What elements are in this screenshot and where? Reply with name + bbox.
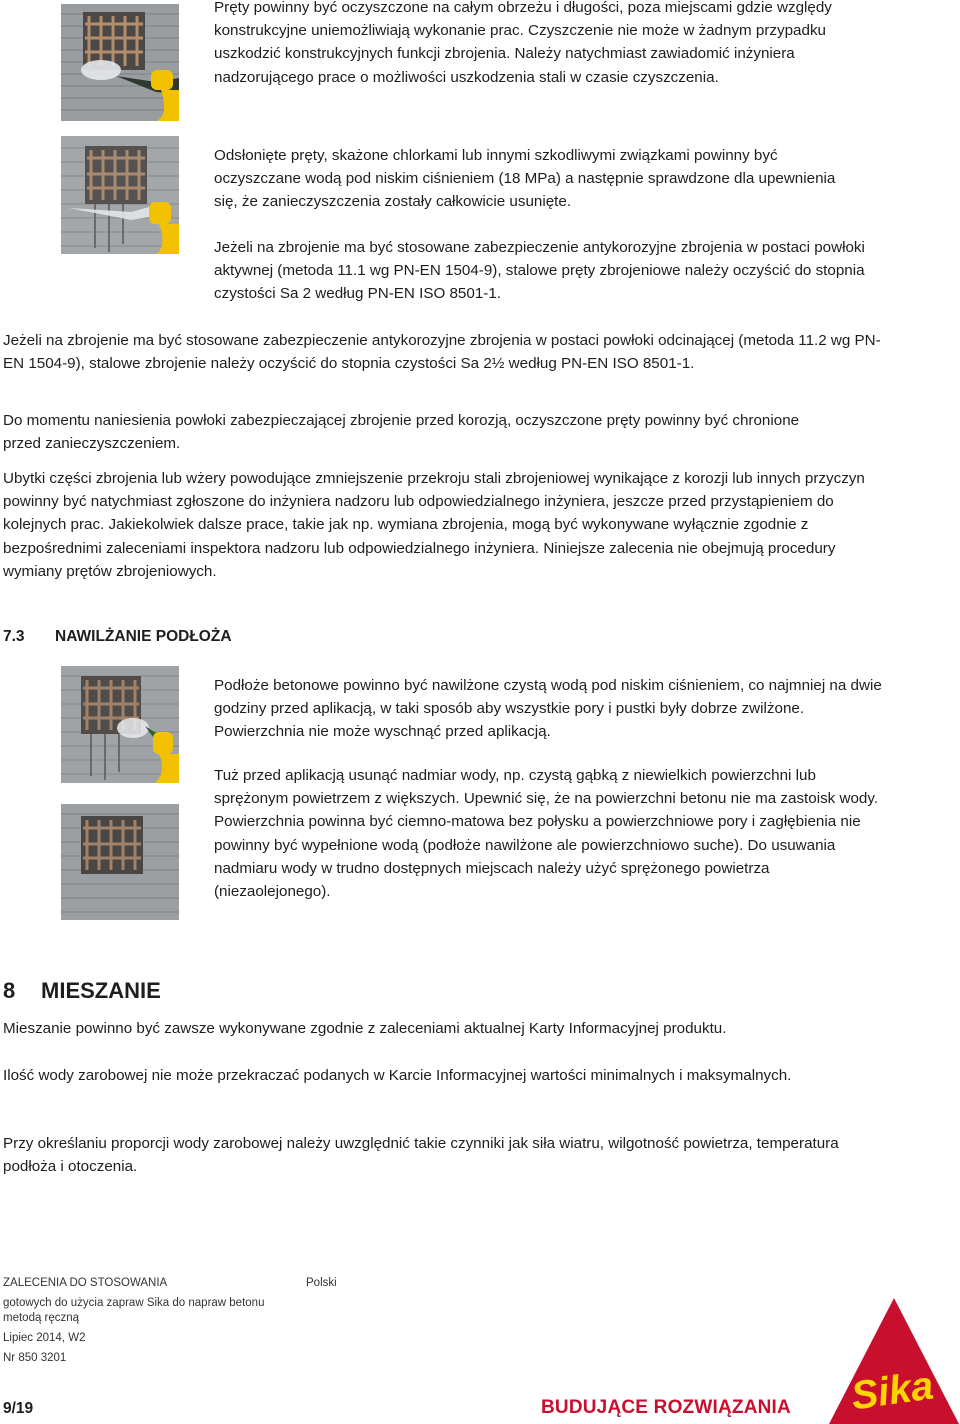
section-title: NAWILŻANIE PODŁOŻA	[55, 628, 232, 645]
paragraph-sa25-cleaning: Jeżeli na zbrojenie ma być stosowane zabezpieczenie antykorozyjne zbrojenia w postaci powłoki odcinającej (metoda 11.2 wg PN-EN 1504-9), stalowe zbrojenie należy oczyścić do stopnia czystości Sa 2½ według PN-EN ISO 8501-1.	[3, 332, 881, 373]
section-heading-8	[3, 978, 161, 1004]
section-title: MIESZANIE	[41, 978, 161, 1003]
paragraph-protection: Do momentu naniesienia powłoki zabezpieczającej zbrojenie przed korozją, oczyszczone pręty powinny być chronione przed zanieczyszczeniem.	[3, 412, 800, 453]
section-heading-7-3	[3, 628, 232, 646]
paragraph-mixing: Mieszanie powinno być zawsze wykonywane zgodnie z zaleceniami aktualnej Karty Informacyjnej produktu.	[3, 1020, 727, 1037]
section-number: 7.3	[3, 628, 25, 645]
section-number: 8	[3, 978, 16, 1003]
paragraph-sa2-cleaning: Jeżeli na zbrojenie ma być stosowane zabezpieczenie antykorozyjne zbrojenia w postaci powłoki aktywnej (metoda 11.1 wg PN-EN 1504-9), stalowe pręty zbrojeniowe należy oczyścić do stopnia czystości Sa 2 według PN-EN ISO 8501-1.	[214, 239, 865, 303]
footer-number: Nr 850 3201	[3, 1352, 67, 1364]
rebar-cleaning-illustration	[61, 4, 179, 121]
rebar-cleaning-photo	[61, 4, 179, 121]
water-blasting-illustration	[61, 136, 179, 254]
rebar-water-blasting-photo	[61, 136, 179, 254]
paragraph-cleaning-bars: Pręty powinny być oczyszczone na całym obrzeżu i długości, poza miejscami gdzie względy konstrukcyjne uniemożliwiają wykonanie prac. Czyszczenie nie może w żadnym przypadku uszkodzić konstrukcyjnych funkcji zbrojenia. Należy natychmiast zawiadomić inżyniera nadzorującego prace o możliwości uszkodzenia stali w czasie czyszczenia.	[214, 0, 832, 86]
paragraph-water-cleaning: Odsłonięte pręty, skażone chlorkami lub innymi szkodliwymi związkami powinny być oczyszczane wodą pod niskim ciśnieniem (18 MPa) a następnie sprawdzone dla upewnienia się, że zanieczyszczenia zostały całkowicie usunięte.	[214, 147, 836, 211]
footer-language: Polski	[306, 1277, 337, 1289]
page-number: 9/19	[3, 1400, 34, 1417]
substrate-wetting-photo	[61, 666, 179, 783]
footer-doc-title: ZALECENIA DO STOSOWANIA	[3, 1277, 168, 1289]
substrate-wetting-illustration	[61, 666, 179, 783]
footer-date: Lipiec 2014, W2	[3, 1332, 86, 1344]
sika-logo	[829, 1296, 959, 1424]
paragraph-losses: Ubytki części zbrojenia lub wżery powodujące zmniejszenie przekroju stali zbrojeniowej wynikające z korozji lub innych przyczyn powinny być natychmiast zgłoszone do inżyniera nadzoru lub odpowiedzialnego inżyniera, jeszcze przed przystąpieniem do kolejnych prac. Jakiekolwiek dalsze prace, takie jak np. wymiana zbrojenia, mogą być wykonywane wyłącznie zgodnie z bezpośrednimi zaleceniami inspektora nadzoru lub odpowiedzialnego inżyniera. Niniejsze zalecenia nie obejmują procedury wymiany prętów zbrojeniowych.	[3, 470, 865, 580]
substrate-prepared-illustration	[61, 804, 179, 920]
substrate-prepared-photo	[61, 804, 179, 920]
paragraph-remove-water: Tuż przed aplikacją usunąć nadmiar wody, np. czystą gąbką z niewielkich powierzchni lub sprężonym powietrzem z większych. Upewnić się, że na powierzchni betonu nie ma zastoisk wody. Powierzchnia powinna być ciemno-matowa bez połysku a powierzchniowe pory i zagłębienia nie powinny być wypełnione wodą (podłoże nawilżone ale powierzchniowo suche). Do usuwania nadmiaru wody w trudno dostępnych miejscach należy użyć sprężonego powietrza (niezaolejonego).	[214, 767, 879, 901]
footer-subtitle: gotowych do użycia zapraw Sika do napraw betonu metodą ręczną	[3, 1297, 265, 1324]
paragraph-proportions: Przy określaniu proporcji wody zarobowej należy uwzględnić takie czynniki jak siła wiatru, wilgotność powietrza, temperatura podłoża i otoczenia.	[3, 1135, 839, 1176]
svg-text:Sika: Sika	[848, 1363, 937, 1419]
paragraph-water-amount: Ilość wody zarobowej nie może przekraczać podanych w Karcie Informacyjnej wartości minimalnych i maksymalnych.	[3, 1067, 792, 1084]
brand-slogan: BUDUJĄCE ROZWIĄZANIA	[541, 1397, 791, 1418]
paragraph-wetting: Podłoże betonowe powinno być nawilżone czystą wodą pod niskim ciśnieniem, co najmniej na dwie godziny przed aplikacją, w taki sposób aby wszystkie pory i pustki były dobrze zwilżone. Powierzchnia nie może wyschnąć przed aplikacją.	[214, 677, 882, 741]
